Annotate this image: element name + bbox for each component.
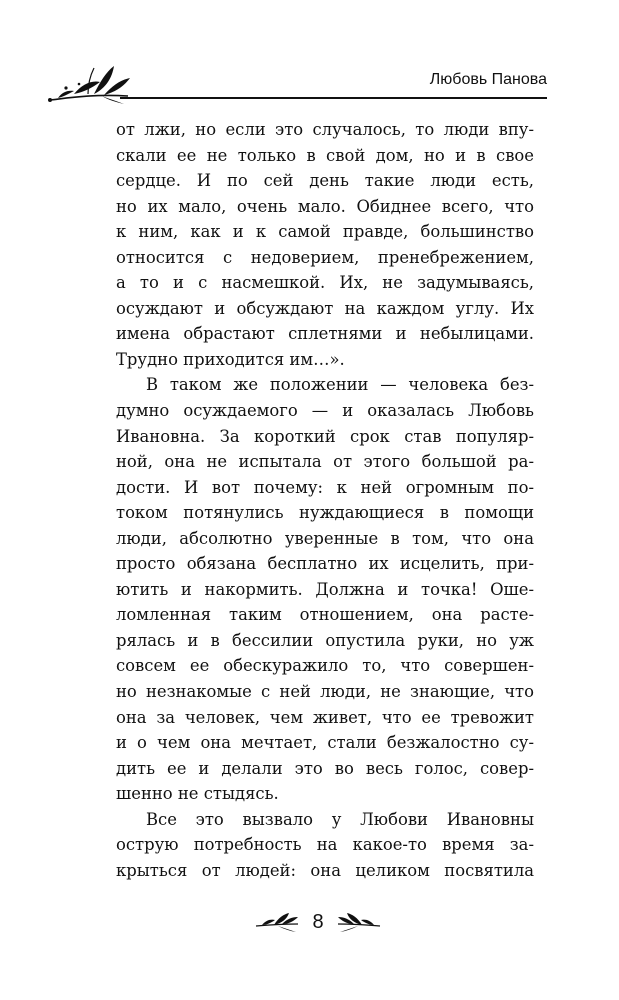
text-line: осуждают и обсуждают на каждом углу. Их: [116, 298, 534, 318]
text-line: и о чем она мечтает, стали безжалостно су-: [116, 733, 534, 753]
text-line: совсем ее обескуражило то, что совершен-: [116, 656, 534, 676]
text-line: но незнакомые с ней люди, не знающие, что: [116, 682, 534, 702]
floral-sprig-icon: [254, 910, 300, 934]
text-line: током потянулись нуждающиеся в помощи: [116, 503, 534, 523]
body-text: [116, 117, 534, 883]
text-line: Ивановна. За короткий срок став популяр-: [116, 426, 534, 446]
text-line: Все это вызвало у Любови Ивановны: [146, 809, 534, 829]
page-number: 8: [312, 911, 324, 933]
text-line: В таком же положении — человека без-: [146, 375, 534, 395]
text-line: думно осуждаемого — и оказалась Любовь: [116, 401, 534, 421]
text-line: шенно не стыдясь.: [116, 784, 279, 804]
text-line: дости. И вот почему: к ней огромным по-: [116, 477, 534, 497]
header-rule: [120, 97, 547, 99]
text-line: сердце. И по сей день такие люди есть,: [116, 171, 534, 191]
text-line: от лжи, но если это случалось, то люди впу-: [116, 120, 534, 139]
text-line: ломленная таким отношением, она расте-: [116, 605, 534, 625]
text-line: а то и с насмешкой. Их, не задумываясь,: [116, 273, 534, 293]
text-line: ютить и накормить. Должна и точка! Оше-: [116, 579, 534, 599]
text-line: крыться от людей: она целиком посвятила: [116, 860, 534, 880]
floral-sprig-icon: [336, 910, 382, 934]
text-line: просто обязана бесплатно их исцелить, при-: [116, 554, 534, 574]
running-head: Любовь Панова: [429, 71, 547, 88]
text-line: но их мало, очень мало. Обиднее всего, что: [116, 196, 534, 216]
text-line: рялась и в бессилии опустила руки, но уж: [116, 630, 534, 650]
text-line: к ним, как и к самой правде, большинство: [116, 222, 534, 242]
text-line: острую потребность на какое-то время за-: [116, 835, 534, 855]
text-line: она за человек, чем живет, что ее тревожит: [116, 707, 534, 727]
text-line: люди, абсолютно уверенные в том, что она: [116, 528, 534, 548]
text-line: дить ее и делали это во весь голос, совер-: [116, 758, 534, 778]
text-line: имена обрастают сплетнями и небылицами.: [116, 324, 534, 344]
text-line: скали ее не только в свой дом, но и в свое: [116, 145, 534, 165]
page-footer: [0, 906, 619, 938]
text-line: Трудно приходится им…».: [116, 349, 345, 369]
text-line: ной, она не испытала от этого большой ра-: [116, 452, 534, 472]
text-line: относится с недоверием, пренебрежением,: [116, 247, 534, 267]
